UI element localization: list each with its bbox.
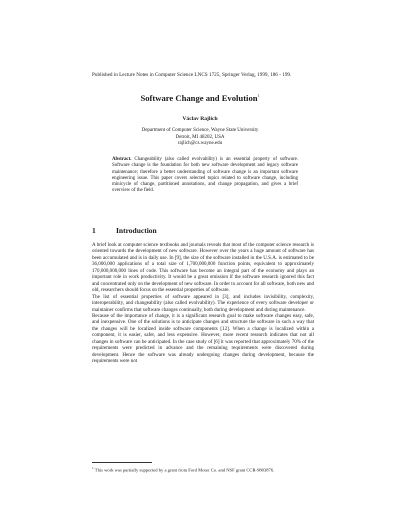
- section-title: Introduction: [116, 226, 157, 235]
- section-heading: [92, 226, 157, 235]
- footnote: [92, 465, 314, 474]
- abstract-text: Changeability (also called evolvability) is an essential property of software. Software change is the foundation for both new software development and legacy software maintenance; therefore a better understanding of software change is an important software engineering issue. This paper covers selected topics related to software change, including minicycle of change, partitioned annotations, and change propagation, and gives a brief overview of the field.: [112, 157, 298, 194]
- body-text: [92, 242, 314, 365]
- author-affiliation: [0, 128, 400, 148]
- author-city: Detroit, MI 48202, USA: [175, 134, 225, 140]
- section-number: 1: [92, 226, 96, 235]
- footnote-mark: 1: [92, 466, 94, 470]
- author-name: Václav Rajlich: [182, 116, 218, 122]
- paper-title-text: Software Change and Evolution: [140, 93, 258, 103]
- title-footnote-mark: 1: [257, 93, 260, 99]
- paper-title: [0, 93, 400, 103]
- author-email: rajlich@cs.wayne.edu: [177, 141, 223, 147]
- abstract: [112, 157, 298, 195]
- body-paragraph: The list of essential properties of software appeared in [3], and includes invisibility, complexity, interoperability, and changeability (also called evolvability). The experience of every software developer or maintainer confirms that software changes continually, both during development and during maintenance.: [92, 293, 314, 313]
- abstract-label: Abstract.: [112, 157, 132, 162]
- footnote-rule: [92, 462, 152, 463]
- body-paragraph: A brief look at computer science textbooks and journals reveals that most of the computer science research is oriented towards the development of new software. However over the years a huge amount of software has been accumulated and is in daily use. In [9], the size of the software installed in the U.S.A. is estimated to be 36,000,000 applications of a total size of 1,700,000,000 function points, equivalent to approximately 170,000,000,000 lines of code. This software has become an integral part of the economy and plays an important role in work productivity. It would be a great omission if the software research ignored this fact and concentrated only on the development of new software. In order to account for all software, both new and old, researchers should focus on the essential properties of software.: [92, 242, 314, 294]
- body-paragraph: Because of the importance of change, it is a significant research goal to make software changes easy, safe, and inexpensive. One of the solutions is to anticipate changes and structure the software in such a way that the changes will be localized inside software components [12]. When a change is localized within a component, it is easier, safer, and less expensive. However, more recent research indicates that not all changes in software can be anticipated. In the case study of [6] it was reported that approximately 70% of the requirements were predicted in advance and the remaining requirements were discovered during development. Hence the software was already undergoing changes during development, because the requirements were not: [92, 312, 314, 365]
- footnote-text: This work was partially supported by a grant from Ford Motor Co. and NSF grant CCR-9803876.: [94, 467, 275, 473]
- publication-note: Published in Lecture Notes in Computer Science LNCS 1725, Springer Verlag, 1999, 186 - 199.: [92, 72, 292, 78]
- author-department: Department of Computer Science, Wayne State University: [141, 128, 259, 133]
